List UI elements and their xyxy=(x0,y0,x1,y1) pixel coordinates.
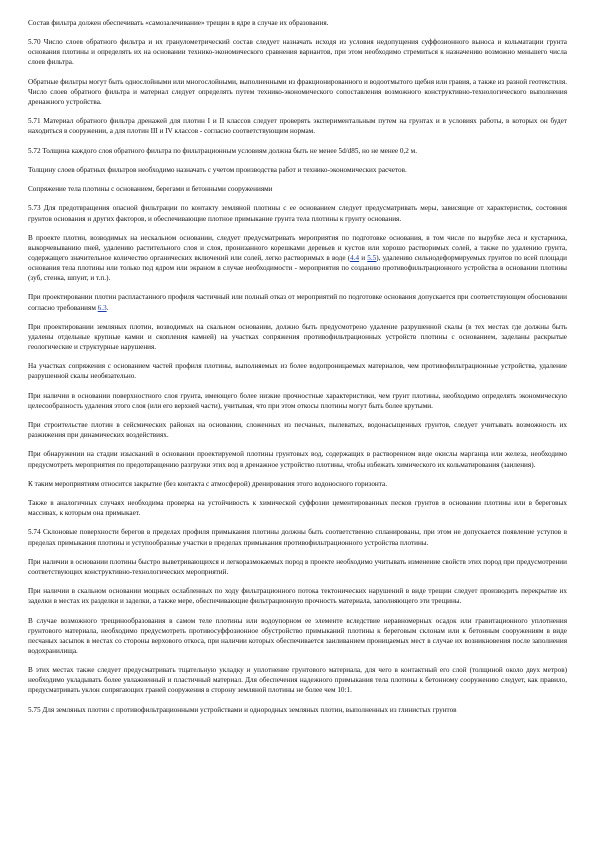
paragraph-text: ), удалению сильнодеформируемых грунтов по всей площади основания тела плотины или только под ядром или экраном в случае необходимости - мероприятия по созданию противофильтрационного устройства в основании плотины (зуб, стенка, шпунт, и т.п.). xyxy=(28,254,567,283)
cross-reference-link[interactable]: 4.4 xyxy=(350,254,360,262)
paragraph xyxy=(28,391,567,411)
paragraph xyxy=(28,77,567,107)
paragraph xyxy=(28,361,567,381)
paragraph-text: 5.73 Для предотвращения опасной фильтрации по контакту земляной плотины с ее основанием следует предусматривать меры, зависящие от характеристик, состояния грунтов основания и других факторов, и обеспечивающие плотное примыкание грунта тела плотины к грунту основания. xyxy=(28,204,567,223)
paragraph-text: 5.70 Число слоев обратного фильтра и их гранулометрический состав следует назначать исходя из условия недопущения суффозионного выноса и кольматации грунта основания плотины и определять их на основании технико-экономического сравнения вариантов, при этом необходимо стремиться к назначению возможно меньшего числа слоев фильтра. xyxy=(28,38,567,67)
paragraph-text: Толщину слоев обратных фильтров необходимо назначать с учетом производства работ и технико-экономических расчетов. xyxy=(28,165,407,174)
paragraph-text: К таким мероприятиям относится закрытие (без контакта с атмосферой) дренирования этого водоносного горизонта. xyxy=(28,479,387,488)
cross-reference-link[interactable]: 6.3 xyxy=(97,303,107,312)
paragraph xyxy=(28,557,567,577)
section-heading xyxy=(28,184,567,194)
paragraph xyxy=(28,116,567,136)
paragraph xyxy=(28,498,567,518)
paragraph xyxy=(28,665,567,695)
paragraph-text: На участках сопряжения с основанием частей профиля плотины, выполняемых из более водопроницаемых материалов, чем противофильтрационные устройства, удаление разрушенной скалы необязательно. xyxy=(28,362,567,381)
paragraph-text: Обратные фильтры могут быть однослойными или многослойными, выполненными из фракционированного и водоотмытого щебня или гравия, а также из разной геотекстиля. Число слоев обратного фильтра и материал следует определять путем технико-экономического сопоставления возможного конструктивно-технологического выполнения дренажного устройства. xyxy=(28,77,567,106)
paragraph-text: При наличии в основании поверхностного слоя грунта, имеющего более низкие прочностные характеристики, чем грунт плотины, необходимо определять экономическую целесообразность удаления этого слоя (или его верхней части), учитывая, что при этом откосы плотины могут быть более крутыми. xyxy=(28,391,567,410)
paragraph xyxy=(28,586,567,606)
paragraph-text: При проектировании земляных плотин, возводимых на скальном основании, должно быть предусмотрено удаление разрушенной скалы (в тех местах где должны быть удалены отдельные крупные камни и скопления камней) на участках сопряжения противофильтрационных устройств плотины с основанием, заделаны раскрытые геологические и структурные нарушения. xyxy=(28,322,567,352)
paragraph xyxy=(28,233,567,283)
paragraph xyxy=(28,705,567,715)
cross-reference-link[interactable]: 5.5 xyxy=(367,254,377,262)
paragraph-text: При наличии в основании плотины быстро выветривающихся и легкоразмокаемых пород в проекте необходимо учитывать изменение свойств этих пород при предусмотрении соответствующих конструктивно-технологических мероприятий. xyxy=(28,557,567,576)
paragraph-text: При строительстве плотин в сейсмических районах на основании, сложенных из песчаных, пылеватых, водонасыщенных грунтов, следует учитывать возможность их разжижения при динамических воздействиях. xyxy=(28,421,567,440)
paragraph-text: При обнаружении на стадии изысканий в основании проектируемой плотины грунтовых вод, содержащих в растворенном виде окислы марганца или железа, необходимо предусмотреть мероприятия по предотвращению разгрузки этих вод в дренажное устройство плотины, чтобы избежать химического их кольматирования (заиления). xyxy=(28,450,567,469)
paragraph xyxy=(28,420,567,440)
paragraph xyxy=(28,146,567,156)
paragraph-text: При наличии в скальном основании мощных ослабленных по ходу фильтрационного потока тектонических нарушений в виде трещин следует производить перекрытие их заделки в местах их разделки и заделки, а также мере, обеспечивающие фильтрационную прочность материала, заполняющего эти трещины. xyxy=(28,587,567,606)
paragraph-text: В случае возможного трещинообразования в самом теле плотины или водоупорном ее элементе вследствие неравномерных осадок или гравитационного уплотнения грунтового материала, необходимо предусмотреть противосуффозионное обустройство примыканий плотины к береговым склонам или к бетонным сооружениям в виде песчаных засыпок в местах со стороны верхового откоса, при наличии которых обеспечивается заиливанием проницаемых мест в случае их возникновения после заполнения водохранилища. xyxy=(28,616,567,655)
paragraph xyxy=(28,322,567,352)
paragraph-text: . xyxy=(106,303,109,312)
paragraph-text: Состав фильтра должен обеспечивать «самозалечивание» трещин в ядре в случае их образования. xyxy=(28,19,329,27)
paragraph-text: 5.75 Для земляных плотин с противофильтрационными устройствами и однородных земляных плотин, выполненных из глинистых грунтов xyxy=(28,705,457,714)
paragraph xyxy=(28,165,567,175)
paragraph xyxy=(28,449,567,469)
paragraph xyxy=(28,203,567,223)
paragraph-text: 5.72 Толщина каждого слоя обратного фильтра по фильтрационным условиям должна быть не менее 5d/d85, но не менее 0,2 м. xyxy=(28,146,418,155)
paragraph xyxy=(28,527,567,547)
paragraph xyxy=(28,292,567,312)
paragraph xyxy=(28,616,567,656)
paragraph xyxy=(28,18,567,28)
paragraph-text: В проекте плотин, возводимых на нескальном основании, следует предусматривать мероприятия по подготовке основания, в том числе по вырубке леса и кустарника, выкорчевыванию пней, удалению растительного слоя и слоя, пронизанного корешками деревьев и кустов или хорошо растворимых солей, а также по удалению грунта, содержащего значительное количество органических включений или солей, легко растворимых в воде ( xyxy=(28,233,567,262)
paragraph-text: При проектировании плотин распластанного профиля частичный или полный отказ от мероприятий по подготовке основания допускается при соответствующем обосновании согласно требованиям xyxy=(28,293,567,312)
paragraph xyxy=(28,479,567,489)
paragraph xyxy=(28,37,567,67)
paragraph-text: Также в аналогичных случаях необходима проверка на устойчивость к химической суффозии цементированных песков грунтов в основании плотины или в береговых массивах, к которым она примыкает. xyxy=(28,499,567,518)
paragraph-text: и xyxy=(359,254,368,262)
paragraph-text: 5.71 Материал обратного фильтра дренажей для плотин I и II классов следует проверять экспериментальным путем на грунтах и в условиях работы, в которых он будет находиться в сооружении, а для плотин III и IV классов - согласно соответствующим нормам. xyxy=(28,117,567,136)
paragraph-text: 5.74 Склоновые поверхности берегов в пределах профиля примыкания плотины должны быть соответственно спланированы, при этом не допускается появление уступов в пределах примыкания плотины и уступообразные участки в пределах примыкания противофильтрационного устройства плотины. xyxy=(28,528,567,547)
paragraph-text: В этих местах также следует предусматривать тщательную укладку и уплотнение грунтового материала, для чего в контактный его слой (толщиной около двух метров) необходимо укладывать более увлажненный и пластичный материал. Для обеспечения надежного примыкания тела плотины к бетонному сооружению следует, как правило, предусматривать уклон сопрягающих граней сооружения в сторону земляной плотины не более чем 10:1. xyxy=(28,666,567,695)
paragraph-text: Сопряжение тела плотины с основанием, берегами и бетонными сооружениями xyxy=(28,185,273,194)
